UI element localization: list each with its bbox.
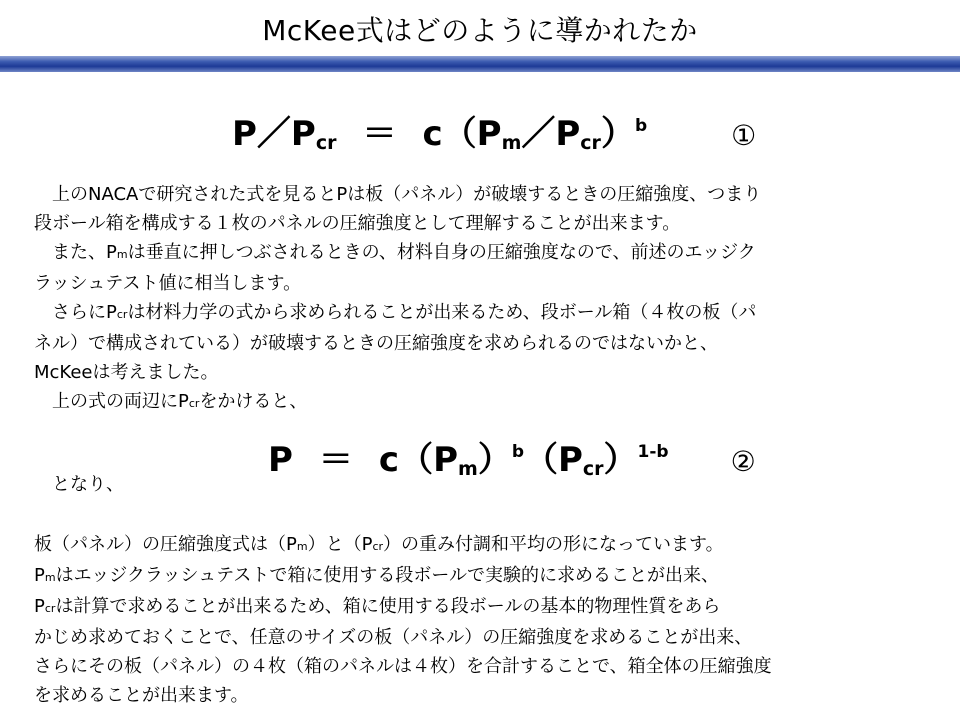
body-text: は垂直に押しつぶされるときの、材料自身の圧縮強度なので、前述のエッジク [127,242,756,263]
body-line [34,530,934,561]
pcr-subscript: cr [188,397,200,410]
formula-2-p: P [268,440,293,480]
body-text: さらにP [34,302,117,323]
formula-2-cr-subscript: cr [582,458,604,480]
formula-1 [232,104,756,165]
pm-subscript: m [296,540,308,553]
formula-2-close-2: ） [603,440,638,480]
body-text: はエッジクラッシュテストで箱に使用する段ボールで実験的に求めることが出来、 [55,565,720,586]
formula-1-close: ） [600,114,635,154]
body-line: McKeeは考えました。 [34,362,219,383]
formula-2-m-subscript: m [458,458,478,480]
pm-subscript: m [44,571,56,584]
formula-2-equals: ＝ [318,440,353,480]
pm-subscript: m [116,248,128,261]
body-paragraph-3 [34,530,934,710]
formula-2-exponent-2: 1-b [637,442,669,462]
body-line [34,387,934,418]
formula-1-p: P／P [232,114,316,154]
body-line [34,592,934,623]
formula-1-c-open: c（P [422,114,502,154]
body-text: また、P [34,242,117,263]
formula-2-close-1: ） [477,440,512,480]
body-paragraph-2 [34,470,934,499]
formula-1-number: ① [731,119,757,152]
slide-title: McKee式はどのように導かれたか [262,14,698,47]
body-text: 上の式の両辺にP [34,391,189,412]
pcr-subscript: cr [372,540,384,553]
body-text: をかけると、 [199,391,308,412]
body-line: を求めることが出来ます。 [34,685,249,706]
body-line: となり、 [34,474,124,495]
formula-1-m-subscript: m [501,132,522,154]
body-paragraph-1 [34,180,934,418]
formula-1-cr2-subscript: cr [580,132,601,154]
body-text: ）と（P [307,534,373,555]
formula-2-c-open: c（P [378,440,458,480]
body-line: 段ボール箱を構成する１枚のパネルの圧縮強度として理解することが出来ます。 [34,213,681,234]
title-bar [0,56,960,72]
body-text: は材料力学の式から求められることが出来るため、段ボール箱（４枚の板（パ [127,302,757,323]
body-line [34,238,934,269]
formula-1-exponent: b [634,116,648,136]
body-text: 板（パネル）の圧縮強度式は（P [34,534,297,555]
formula-2-exponent-1: b [511,442,524,462]
body-text: は計算で求めることが出来るため、箱に使用する段ボールの基本的物理性質をあら [55,596,721,617]
body-line: ラッシュテスト値に相当します。 [34,273,302,294]
body-line: 上のNACAで研究された式を見るとPは板（パネル）が破壊するときの圧縮強度、つまり [34,184,762,205]
body-line: かじめ求めておくことで、任意のサイズの板（パネル）の圧縮強度を求めることが出来、 [34,627,753,648]
body-line [34,298,934,329]
formula-2-open-2: （P [523,440,583,480]
body-text: P [34,565,45,586]
formula-1-equals: ＝ [362,114,397,154]
body-line: ネル）で構成されている）が破壊するときの圧縮強度を求められるのではないかと、 [34,333,718,354]
pcr-subscript: cr [116,308,128,321]
body-text: ）の重み付調和平均の形になっています。 [383,534,724,555]
body-line [34,561,934,592]
pcr-subscript: cr [44,602,56,615]
formula-2-number: ② [730,445,756,478]
formula-1-cr-subscript: cr [315,132,337,154]
formula-1-slash-p: ／P [521,114,581,154]
body-text: P [34,596,45,617]
body-line: さらにその板（パネル）の４枚（箱のパネルは４枚）を合計することで、箱全体の圧縮強度 [34,656,772,677]
